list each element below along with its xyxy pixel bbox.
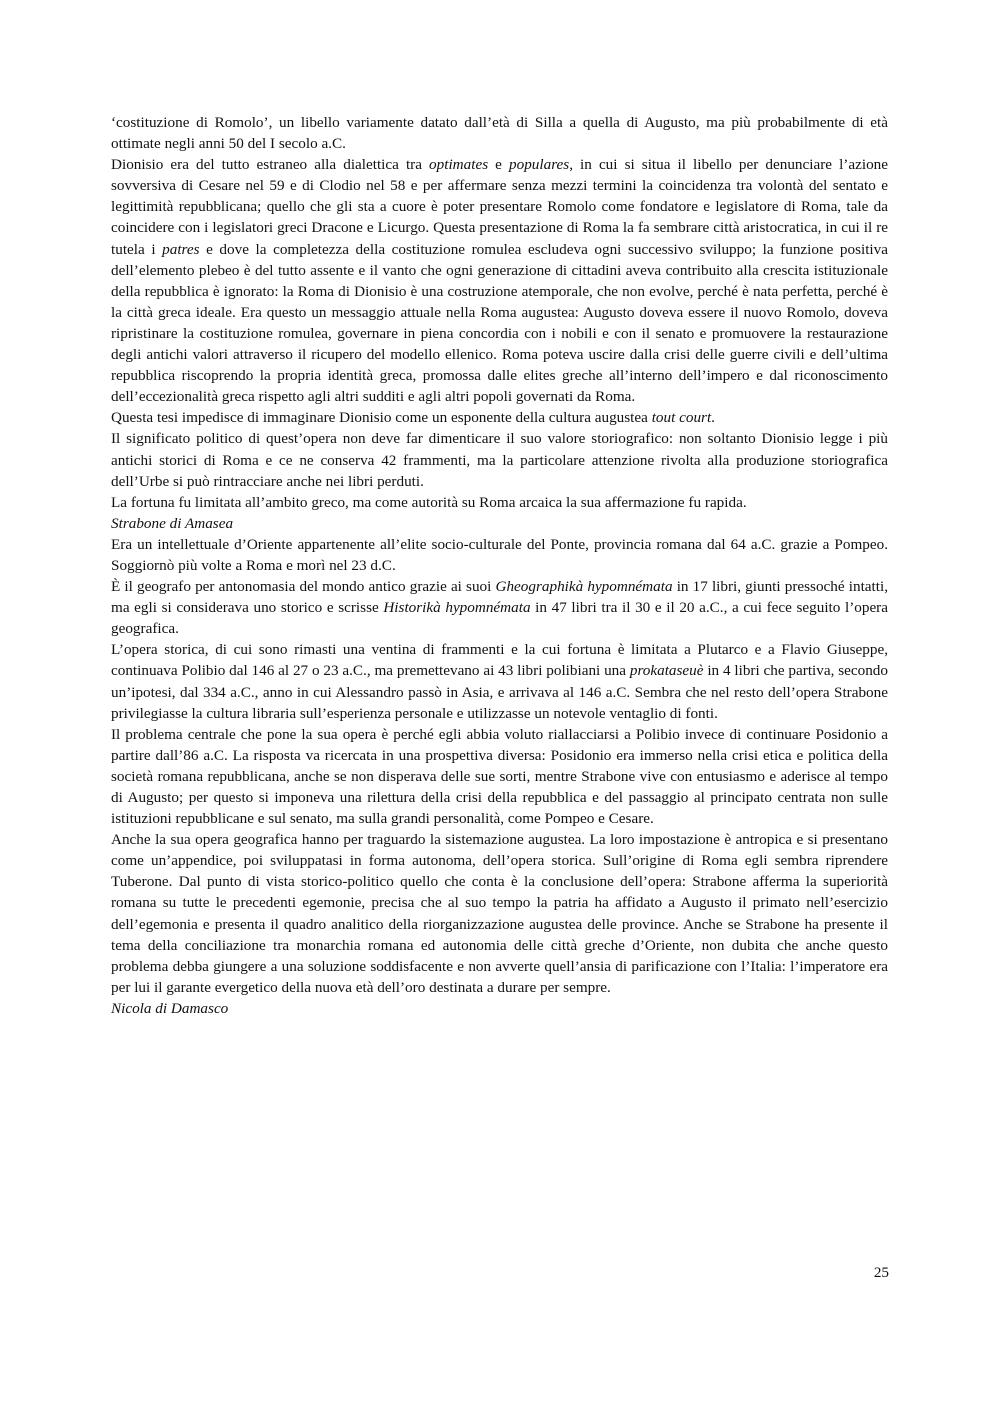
section-heading-strabone: Strabone di Amasea (111, 514, 234, 532)
paragraph (111, 534, 888, 576)
paragraph-text: e dove la completezza della costituzione romulea escludeva ogni successivo sviluppo; la funzione positiva dell’elemento plebeo è del tutto assente e il vanto che ogni generazione di cittadini aveva contribuito alla crescita istituzionale della repubblica è ignorato: la Roma di Dionisio è una costruzione atemporale, che non evolve, perché è nata perfetta, perché è la città greca ideale. Era questo un messaggio attuale nella Roma augustea: Augusto doveva essere il nuovo Romolo, doveva ripristinare la costituzione romulea, governare in piena concordia con i nobili e con il senato e promuovere la restaurazione degli antichi valori attraverso il ricupero del modello ellenico. Roma poteva uscire dalla crisi delle guerre civili e dell’ultima repubblica riscoprendo la propria identità greca, promossa dalle elites greche all’interno dell’impero e dal riconoscimento dell’eccezionalità greca rispetto agli altri sudditi e agli altri popoli governati da Roma. (111, 240, 888, 406)
paragraph-text: in 4 libri che partiva, secondo un’ipotesi, dal 334 a.C., anno in cui Alessandro passò in Asia, e arrivava al 146 a.C. Sembra che nel resto dell’opera Strabone privilegiasse la cultura libraria sull’esperienza personale e utilizzasse un notevole ventaglio di fonti. (111, 662, 888, 722)
paragraph-text: ‘costituzione di Romolo’, un libello variamente datato dall’età di Silla a quella di Augusto, ma più probabilmente di età ottimate negli anni 50 del I secolo a.C. (111, 114, 888, 153)
paragraph (111, 428, 888, 491)
italic-term: prokataseuè (629, 662, 704, 680)
paragraph (111, 112, 888, 154)
paragraph-text: Era un intellettuale d’Oriente appartenente all’elite socio-culturale del Ponte, provincia romana dal 64 a.C. grazie a Pompeo. Soggiornò più volte a Roma e morì nel 23 d.C. (111, 535, 888, 574)
italic-term: Gheographikà hypomnémata (495, 578, 673, 596)
paragraph (111, 724, 888, 829)
page-body (111, 112, 888, 1019)
italic-term: tout court (651, 409, 712, 427)
paragraph-text: Dionisio era del tutto estraneo alla dialettica tra (111, 156, 430, 174)
paragraph-text: Questa tesi impedisce di immaginare Dionisio come un esponente della cultura augustea (111, 409, 652, 427)
paragraph (111, 829, 888, 998)
paragraph-text: Il problema centrale che pone la sua opera è perché egli abbia voluto riallacciarsi a Polibio invece di continuare Posidonio a partire dall’86 a.C. La risposta va ricercata in una prospettiva diversa: Posidonio era immerso nella crisi etica e politica della società romana repubblicana, anche se non disperava delle sue sorti, mentre Strabone vive con entusiasmo e aderisce al tempo di Augusto; per questo si imponeva una rilettura della crisi della repubblica e del passaggio al principato centrata non sulle istituzioni repubblicane e sul senato, ma sulla grandi personalità, come Pompeo e Cesare. (111, 725, 888, 828)
paragraph-text: in 17 libri, giunti pressoché intatti, ma egli si considerava uno storico e scrisse (111, 578, 888, 617)
paragraph-text: La fortuna fu limitata all’ambito greco, ma come autorità su Roma arcaica la sua affermazione fu rapida. (111, 493, 747, 511)
paragraph (111, 639, 888, 723)
paragraph-text: e (488, 156, 509, 174)
paragraph-text: , in cui si situa il libello per denunciare l’azione sovversiva di Cesare nel 59 e di Clodio nel 58 e per affermare senza mezzi termini la coincidenza tra volontà del sentato e legittimità repubblicana; quello che gli sta a cuore è poter presentare Romolo come fondatore e legislatore di Roma, tale da coincidere con i legislatori greci Dracone e Licurgo. Questa presentazione di Roma la fa sembrare città aristocratica, in cui il re tutela i (111, 156, 888, 258)
italic-term: populares (509, 156, 570, 174)
paragraph-text: Anche la sua opera geografica hanno per traguardo la sistemazione augustea. La loro impostazione è antropica e si presentano come un’appendice, poi sviluppatasi in forma autonoma, dell’opera storica. Sull’origine di Roma egli sembra riprendere Tuberone. Dal punto di vista storico-politico quello che conta è la conclusione dell’opera: Strabone afferma la superiorità romana su tutte le precedenti egemonie, precisa che al suo tempo la patria ha affidato a Augusto il primato nell’esercizio dell’egemonia e presenta il quadro analitico della riorganizzazione augustea delle province. Anche se Strabone ha presente il tema della conciliazione tra monarchia romana ed autonomia delle città greche d’Oriente, non dubita che anche questo problema debba giungere a una soluzione soddisfacente e non avverte quell’ansia di parificazione con l’Italia: l’imperatore era per lui il garante evergetico della nuova età dell’oro destinata a durare per sempre. (111, 831, 888, 996)
italic-term: patres (162, 240, 200, 258)
paragraph-text: L’opera storica, di cui sono rimasti una ventina di frammenti e la cui fortuna è limitata a Plutarco e a Flavio Giuseppe, continuava Polibio dal 146 al 27 o 23 a.C., ma premettevano ai 43 libri polibiani una (111, 641, 888, 680)
italic-term: Historikà hypomnémata (383, 599, 531, 617)
paragraph-text: Il significato politico di quest’opera non deve far dimenticare il suo valore storiografico: non soltanto Dionisio legge i più antichi storici di Roma e ce ne conserva 42 frammenti, ma la particolare attenzione rivolta alla produzione storiografica dell’Urbe si può rintracciare anche nei libri perduti. (111, 430, 888, 490)
section-dionisio (111, 112, 888, 513)
section-strabone (111, 534, 888, 998)
italic-term: optimates (429, 156, 489, 174)
paragraph (111, 492, 888, 513)
paragraph (111, 154, 888, 407)
paragraph-text: È il geografo per antonomasia del mondo antico grazie ai suoi (111, 578, 496, 596)
section-heading-nicola: Nicola di Damasco (111, 999, 229, 1017)
page-number: 25 (873, 1264, 889, 1281)
paragraph (111, 576, 888, 639)
paragraph-text: . (711, 409, 715, 427)
paragraph (111, 407, 888, 428)
paragraph-text: in 47 libri tra il 30 e il 20 a.C., a cui fece seguito l’opera geografica. (111, 599, 888, 638)
